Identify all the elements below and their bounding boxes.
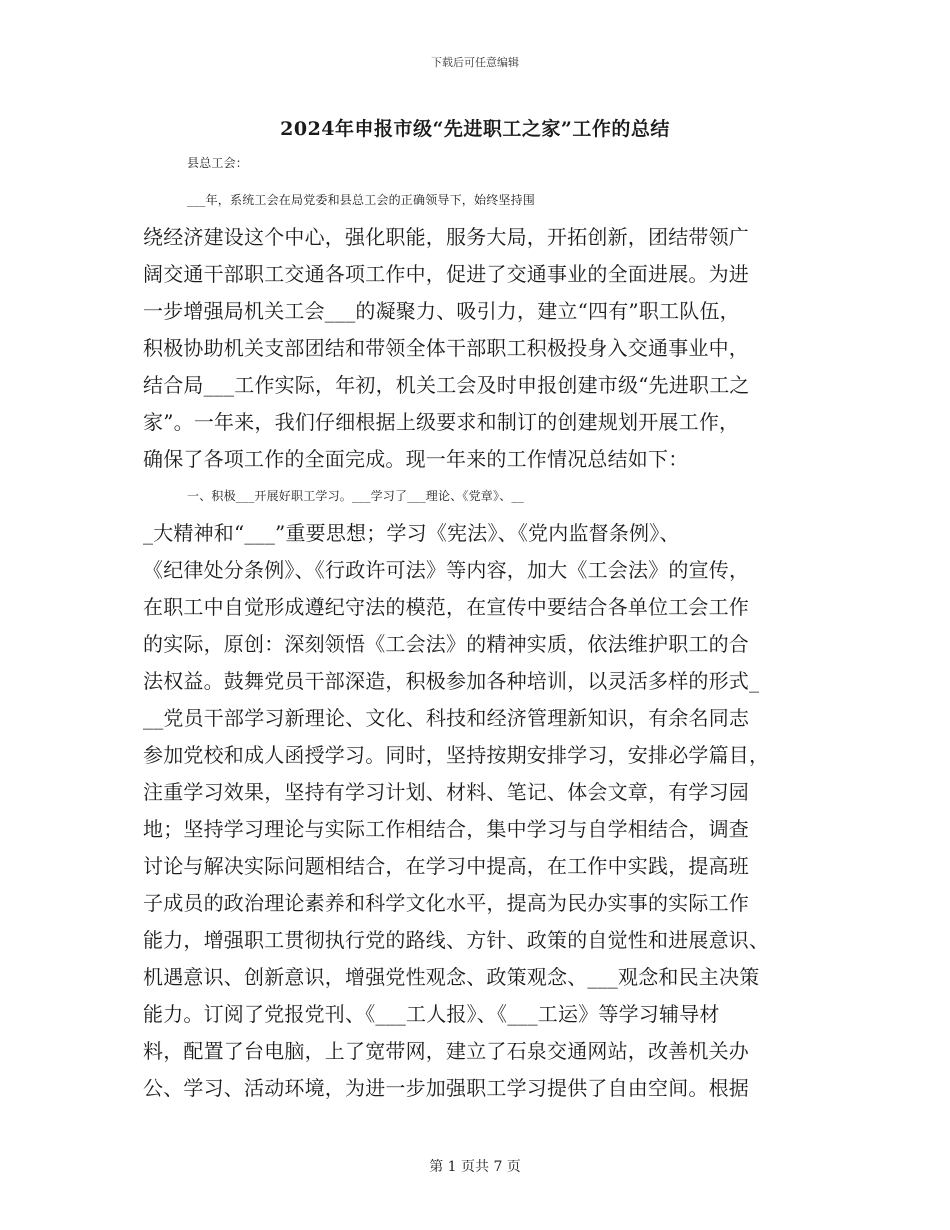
body-line: 阔交通干部职工交通各项工作中，促进了交通事业的全面进展。为进 — [143, 262, 749, 286]
body-line: 一步增强局机关工会___的凝聚力、吸引力，建立“四有”职工队伍， — [143, 299, 740, 323]
section-heading-line: 一、积极___开展好职工学习。___学习了___理论、《党章》、__ — [187, 489, 524, 503]
body-line: 绕经济建设这个中心，强化职能，服务大局，开拓创新，团结带领广 — [143, 225, 749, 249]
body-line: ___年，系统工会在局党委和县总工会的正确领导下，始终坚持围 — [187, 193, 536, 207]
body-line: 子成员的政治理论素养和科学文化水平，提高为民办实事的实际工作 — [143, 891, 749, 915]
body-line: 在职工中自觉形成遵纪守法的模范，在宣传中要结合各单位工会工作 — [143, 595, 749, 619]
body-line: 《纪律处分条例》、《行政许可法》等内容，加大《工会法》的宣传， — [143, 558, 750, 582]
body-line: 能力。订阅了党报党刊、《___工人报》、《___工运》等学习辅导材 — [143, 1002, 720, 1026]
body-line: 料，配置了台电脑，上了宽带网，建立了石泉交通网站，改善机关办 — [143, 1039, 749, 1063]
body-line: 讨论与解决实际问题相结合，在学习中提高，在工作中实践，提高班 — [143, 854, 749, 878]
body-line: 注重学习效果，坚持有学习计划、材料、笔记、体会文章，有学习园 — [143, 780, 749, 804]
body-line: 积极协助机关支部团结和带领全体干部职工积极投身入交通事业中， — [143, 336, 749, 360]
body-line: 公、学习、活动环境，为进一步加强职工学习提供了自由空间。根据 — [143, 1076, 749, 1100]
body-line: _大精神和“___”重要思想；学习《宪法》、《党内监督条例》、 — [143, 521, 680, 545]
body-line: 地；坚持学习理论与实际工作相结合，集中学习与自学相结合，调查 — [143, 817, 749, 841]
document-title: 2024年申报市级“先进职工之家”工作的总结 — [280, 118, 670, 140]
body-line: 确保了各项工作的全面完成。现一年来的工作情况总结如下： — [143, 447, 689, 471]
body-line: 参加党校和成人函授学习。同时，坚持按期安排学习，安排必学篇目， — [143, 743, 770, 767]
body-line: 家”。一年来，我们仔细根据上级要求和制订的创建规划开展工作， — [143, 410, 740, 434]
body-line: 的实际，原创：深刻领悟《工会法》的精神实质，依法维护职工的合 — [143, 632, 749, 656]
page-footer: 第 1 页共 7 页 — [429, 1159, 521, 1175]
salutation-line: 县总工会： — [187, 156, 249, 170]
body-line: 法权益。鼓舞党员干部深造，积极参加各种培训，以灵活多样的形式_ — [143, 669, 760, 693]
body-line: 能力，增强职工贯彻执行党的路线、方针、政策的自觉性和进展意识、 — [143, 928, 770, 952]
body-line: 机遇意识、创新意识，增强党性观念、政策观念、___观念和民主决策 — [143, 965, 760, 989]
header-note: 下载后可任意编辑 — [431, 56, 519, 69]
body-line: __党员干部学习新理论、文化、科技和经济管理新知识，有余名同志 — [143, 706, 750, 730]
body-line: 结合局___工作实际，年初，机关工会及时申报创建市级“先进职工之 — [143, 373, 750, 397]
